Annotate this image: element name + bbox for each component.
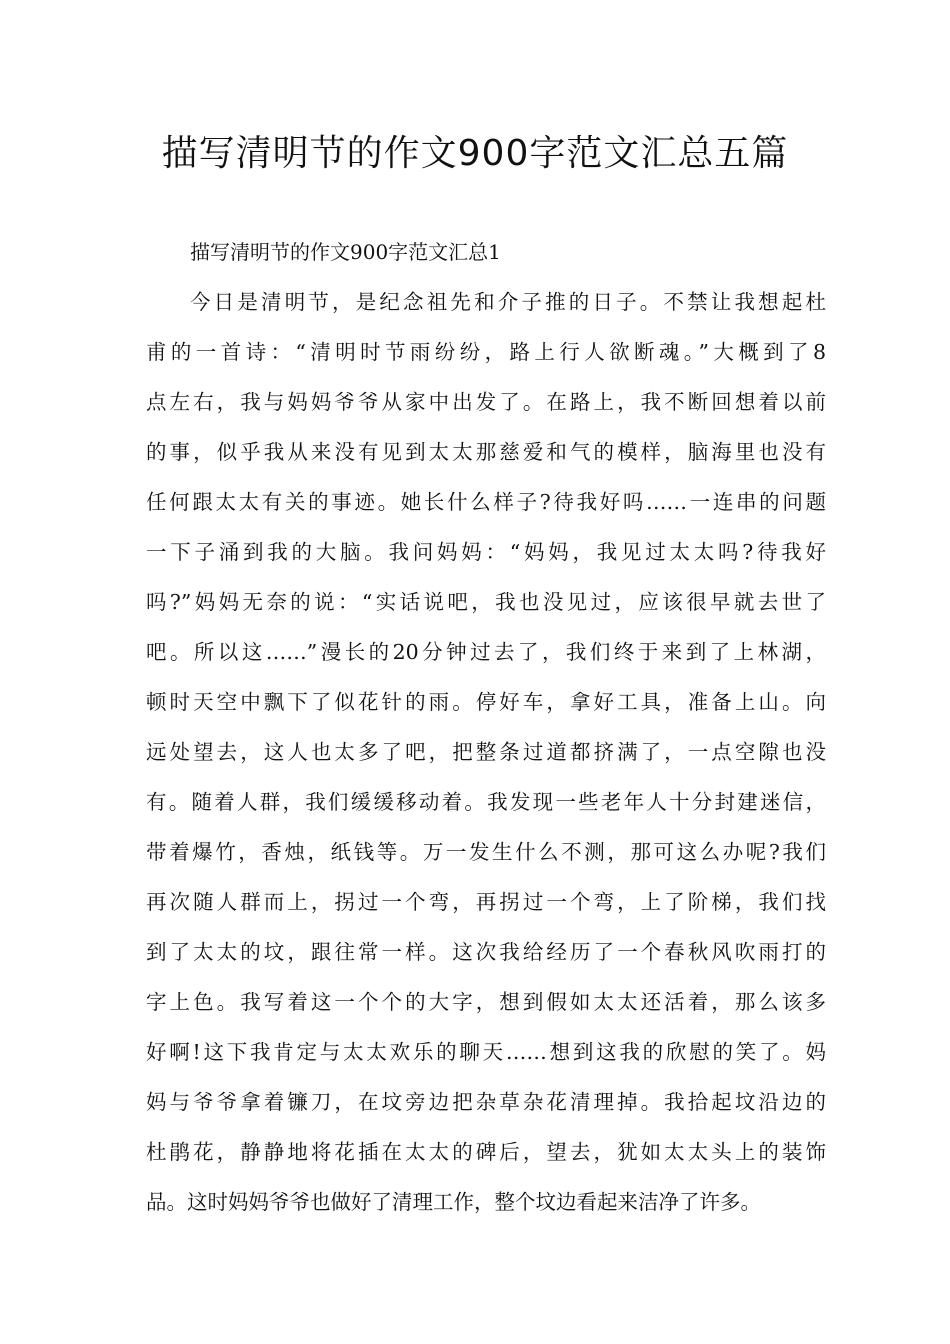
body-line: 吧。所以这……”漫长的20分钟过去了，我们终于来到了上林湖，: [146, 640, 826, 664]
body-line: 甫的一首诗：“清明时节雨纷纷，路上行人欲断魂。”大概到了8: [146, 340, 826, 364]
body-line: 带着爆竹，香烛，纸钱等。万一发生什么不测，那可这么办呢?我们: [146, 840, 826, 864]
body-line: 有。随着人群，我们缓缓移动着。我发现一些老年人十分封建迷信，: [146, 790, 826, 814]
body-line: 好啊!这下我肯定与太太欢乐的聊天……想到这我的欣慰的笑了。妈: [146, 1040, 826, 1064]
body-line: 今日是清明节，是纪念祖先和介子推的日子。不禁让我想起杜: [190, 290, 826, 314]
document-title: 描写清明节的作文900字范文汇总五篇: [161, 133, 789, 174]
body-line: 字上色。我写着这一个个的大字，想到假如太太还活着，那么该多: [146, 990, 826, 1014]
body-line: 再次随人群而上，拐过一个弯，再拐过一个弯，上了阶梯，我们找: [146, 890, 826, 914]
body-line: 妈与爷爷拿着镰刀，在坟旁边把杂草杂花清理掉。我拾起坟沿边的: [146, 1090, 826, 1114]
body-line: 吗?”妈妈无奈的说：“实话说吧，我也没见过，应该很早就去世了: [146, 590, 826, 614]
body-line: 一下子涌到我的大脑。我问妈妈：“妈妈，我见过太太吗?待我好: [146, 540, 826, 564]
body-line: 杜鹃花，静静地将花插在太太的碑后，望去，犹如太太头上的装饰: [146, 1140, 826, 1164]
body-line: 顿时天空中飘下了似花针的雨。停好车，拿好工具，准备上山。向: [146, 690, 826, 714]
body-paragraph: [146, 282, 826, 1232]
body-line: 点左右，我与妈妈爷爷从家中出发了。在路上，我不断回想着以前: [146, 390, 826, 414]
body-line: 任何跟太太有关的事迹。她长什么样子?待我好吗……一连串的问题: [146, 490, 826, 514]
body-line: 的事，似乎我从来没有见到太太那慈爱和气的模样，脑海里也没有: [146, 440, 826, 464]
body-line: 远处望去，这人也太多了吧，把整条过道都挤满了，一点空隙也没: [146, 740, 826, 764]
body-line: 品。这时妈妈爷爷也做好了清理工作，整个坟边看起来洁净了许多。: [146, 1190, 761, 1214]
section-heading: 描写清明节的作文900字范文汇总1: [190, 240, 501, 264]
body-line: 到了太太的坟，跟往常一样。这次我给经历了一个春秋风吹雨打的: [146, 940, 826, 964]
